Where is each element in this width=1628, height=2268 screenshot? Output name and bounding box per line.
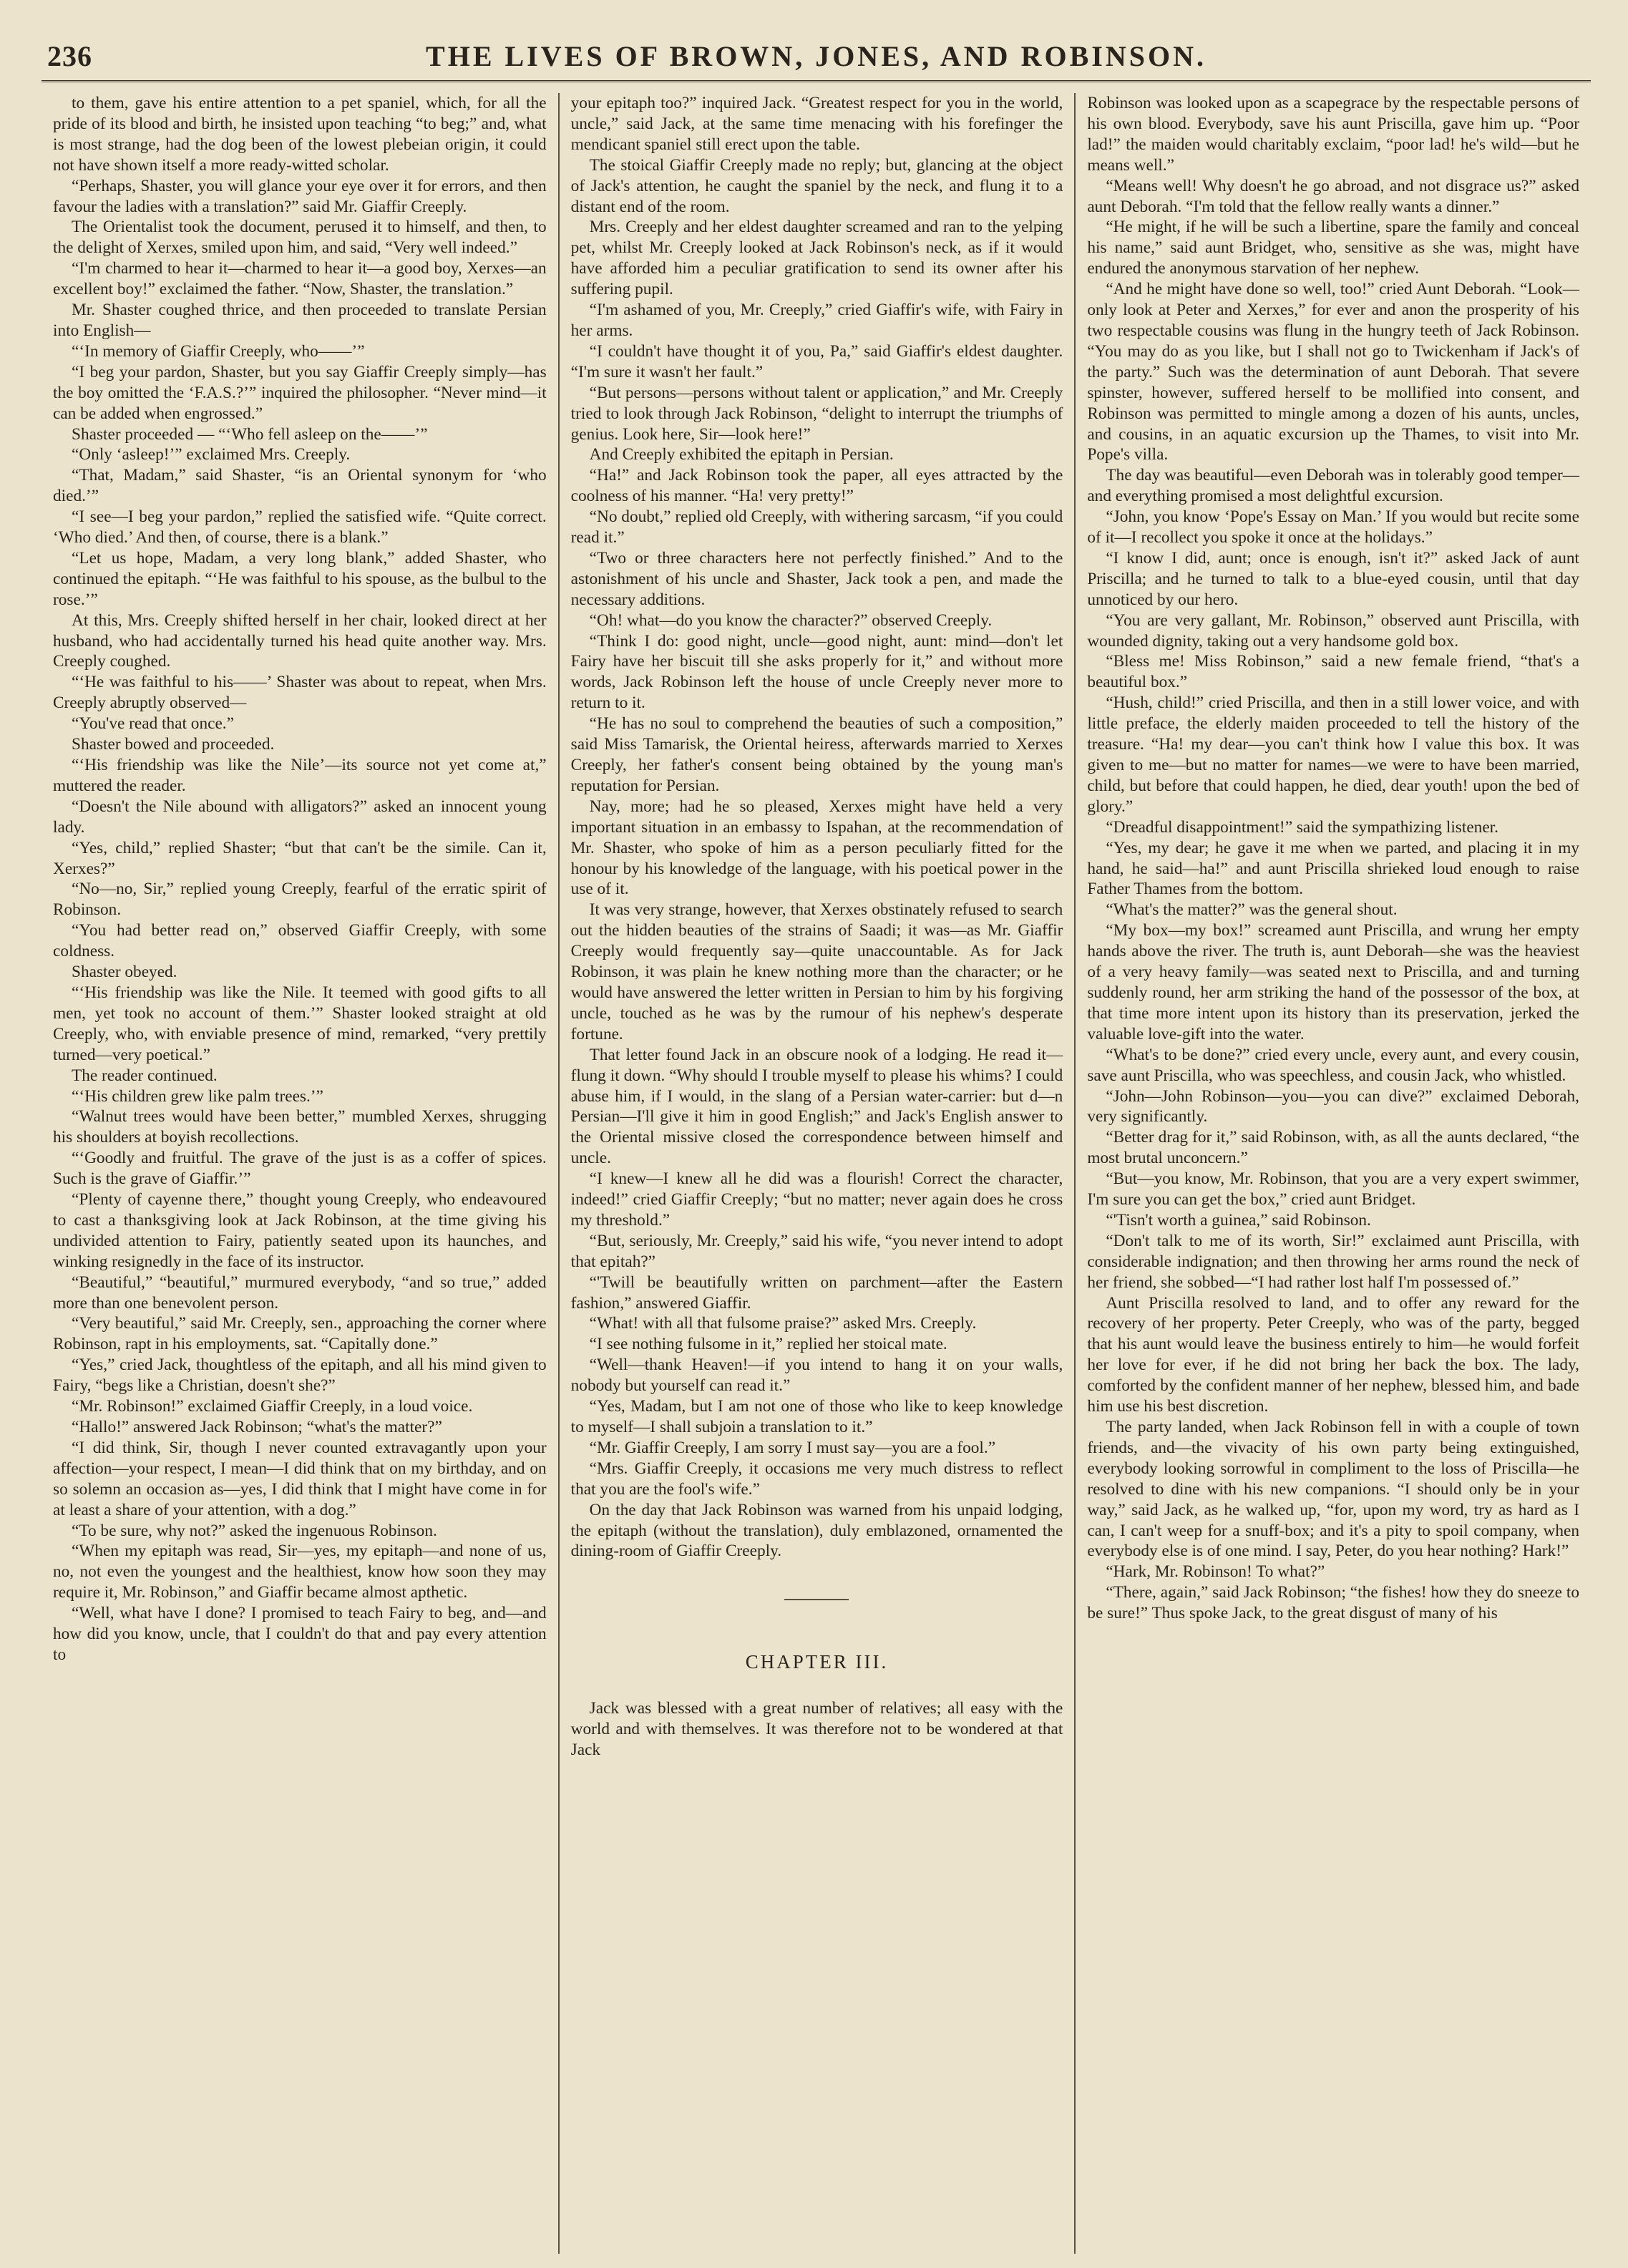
paragraph: “When my epitaph was read, Sir—yes, my epitaph—and none of us, no, not even the youngest and the healthiest, know how soon they may require it, Mr. Robinson,” and Giaffir became almost apthetic. <box>53 1542 547 1602</box>
chapter-title: CHAPTER III. <box>745 1651 889 1673</box>
paragraph: “John—John Robinson—you—you can dive?” exclaimed Deborah, very significantly. <box>1087 1086 1579 1126</box>
paragraph: “You had better read on,” observed Giaffir Creeply, with some coldness. <box>53 921 547 961</box>
paragraph: “Mrs. Giaffir Creeply, it occasions me very much distress to reflect that you are the fool's wife.” <box>570 1459 1063 1499</box>
paragraph: The day was beautiful—even Deborah was in tolerably good temper—and everything promised a most delightful excursion. <box>1087 466 1579 506</box>
paragraph: “Yes, child,” replied Shaster; “but that can't be the simile. Can it, Xerxes?” <box>53 838 547 878</box>
paragraph: Nay, more; had he so pleased, Xerxes might have held a very important situation in an embassy to Ispahan, at the recommendation of Mr. Shaster, who spoke of him as a person peculiarly fitted for the honour by his knowledge of the language, with his poetical power in the use of it. <box>570 797 1063 899</box>
paragraph: “I see nothing fulsome in it,” replied her stoical mate. <box>589 1335 947 1354</box>
page-number: 236 <box>47 40 92 72</box>
paragraph: “I couldn't have thought it of you, Pa,” said Giaffir's eldest daughter. “I'm sure it wasn't her fault.” <box>570 341 1063 381</box>
paragraph: “Think I do: good night, uncle—good night, aunt: mind—don't let Fairy have her biscuit till she asks properly for it,” and without more words, Jack Robinson left the house of uncle Creeply never more to return to it. <box>570 631 1063 713</box>
paragraph: “That, Madam,” said Shaster, “is an Oriental synonym for ‘who died.’” <box>53 466 547 506</box>
paragraph: The Orientalist took the document, perused it to himself, and then, to the delight of Xerxes, smiled upon him, and said, “Very well indeed.” <box>53 218 547 258</box>
paragraph: “Don't talk to me of its worth, Sir!” exclaimed aunt Priscilla, with considerable indignation; and then throwing her arms round the neck of her friend, she sobbed—“I had rather lost half I'm possessed of.” <box>1087 1231 1579 1292</box>
paragraph: “He has no soul to comprehend the beauties of such a composition,” said Miss Tamarisk, the Oriental heiress, afterwards married to Xerxes Creeply, her father's consent being obtained by the young man's reputation for Persian. <box>570 714 1063 795</box>
paragraph: “My box—my box!” screamed aunt Priscilla, and wrung her empty hands above the river. The truth is, aunt Deborah—she was the heaviest of a very heavy family—was seated next to Priscilla, and and turning suddenly round, her arm striking the hand of the possessor of the box, at that time more intent upon its history than its preservation, jerked the valuable love-gift into the water. <box>1087 921 1579 1043</box>
paragraph: The party landed, when Jack Robinson fell in with a couple of town friends, and—the vivacity of his own party being extinguished, everybody looking sorrowful in compliment to the loss of Priscilla—he resolved to dine with his new companions. “I should only be in your way,” said Jack, as he walked up, “for, upon my word, try as hard as I can, I can't weep for a snuff-box; and it's a pity to spoil company, when everybody else is of one mind. I say, Peter, do you hear nothing? Hark!” <box>1087 1418 1579 1561</box>
paragraph: “But, seriously, Mr. Creeply,” said his wife, “you never intend to adopt that epitah?” <box>570 1231 1063 1271</box>
paragraph: “I see—I beg your pardon,” replied the satisfied wife. “Quite correct. ‘Who died.’ And then, of course, there is a blank.” <box>53 507 547 547</box>
paragraph: “And he might have done so well, too!” cried Aunt Deborah. “Look—only look at Peter and Xerxes,” for ever and anon the prosperity of his two respectable cousins was flung in the hungry teeth of Jack Robinson. “You may do as you like, but I shall not go to Twickenham if Jack's of the party.” Such was the determination of aunt Deborah. That severe spinster, however, suffered herself to be mollified into consent, and Robinson was permitted to mingle among a dozen of his aunts, uncles, and cousins, in an aquatic excursion up the Thames, to visit into Mr. Pope's villa. <box>1087 280 1579 464</box>
paragraph: “Bless me! Miss Robinson,” said a new female friend, “that's a beautiful box.” <box>1087 652 1579 692</box>
running-header <box>42 29 1591 82</box>
paragraph: “Dreadful disappointment!” said the sympathizing listener. <box>1106 817 1498 837</box>
paragraph: The reader continued. <box>72 1066 218 1085</box>
paragraph: “Oh! what—do you know the character?” observed Creeply. <box>589 610 993 630</box>
paragraph: “You are very gallant, Mr. Robinson,” observed aunt Priscilla, with wounded dignity, taking out a very handsome gold box. <box>1087 610 1579 651</box>
paragraph: “I beg your pardon, Shaster, but you say Giaffir Creeply simply—has the boy omitted the ‘F.A.S.?’” inquired the philosopher. “Never mind—it can be added when engrossed.” <box>53 362 547 423</box>
paragraph: “No doubt,” replied old Creeply, with withering sarcasm, “if you could read it.” <box>570 507 1063 547</box>
paragraph: “But persons—persons without talent or application,” and Mr. Creeply tried to look through Jack Robinson, “delight to interrupt the triumphs of genius. Look here, Sir—look here!” <box>570 383 1063 444</box>
paragraph: And Creeply exhibited the epitaph in Persian. <box>589 445 894 464</box>
paragraph: “Doesn't the Nile abound with alligators?” asked an innocent young lady. <box>53 797 547 837</box>
paragraph: “What's the matter?” was the general shout. <box>1106 900 1398 920</box>
paragraph: “Yes, Madam, but I am not one of those who like to keep knowledge to myself—I shall subjoin a translation to it.” <box>570 1397 1063 1436</box>
paragraph: “There, again,” said Jack Robinson; “the fishes! how they do sneeze to be sure!” Thus spoke Jack, to the great disgust of many of his <box>1087 1583 1579 1623</box>
paragraph: “Hark, Mr. Robinson! To what?” <box>1106 1562 1325 1582</box>
paragraph: “I know I did, aunt; once is enough, isn't it?” asked Jack of aunt Priscilla; and he turned to talk to a blue-eyed cousin, until that day unnoticed by our hero. <box>1087 548 1579 609</box>
paragraph: “'Twill be beautifully written on parchment—after the Eastern fashion,” answered Giaffir. <box>570 1272 1063 1313</box>
paragraph: “‘His children grew like palm trees.’” <box>72 1086 323 1106</box>
paragraph: “‘His friendship was like the Nile’—its source not yet come at,” muttered the reader. <box>53 756 547 795</box>
paragraph: Shaster proceeded — “‘Who fell asleep on the——’” <box>72 424 428 444</box>
paragraph: That letter found Jack in an obscure nook of a lodging. He read it—flung it down. “Why should I trouble myself to please his whims? I could abuse him, if I would, in the slang of a Persian water-carrier: but d—n Persian—I'll give it him in good English;” and Jack's English answer to the Oriental missive closed the correspondence between himself and uncle. <box>570 1045 1063 1168</box>
paragraph: “I did think, Sir, though I never counted extravagantly upon your affection—your respect, I mean—I did think that on my birthday, and on so solemn an occasion as—yes, I did think that I might have come in for at least a share of your attention, with a dog.” <box>53 1438 547 1519</box>
text-columns <box>42 93 1591 2254</box>
paragraph: “I knew—I knew all he did was a flourish! Correct the character, indeed!” cried Giaffir Creeply; “but no matter; never again does he cross my threshold.” <box>570 1169 1063 1230</box>
paragraph: “Well, what have I done? I promised to teach Fairy to beg, and—and how did you know, uncle, that I couldn't do that and pay every attention to <box>53 1604 547 1664</box>
paragraph: “‘Goodly and fruitful. The grave of the just is as a coffer of spices. Such is the grave of Giaffir.’” <box>53 1149 547 1189</box>
column-middle <box>558 93 1075 2254</box>
paragraph: “No—no, Sir,” replied young Creeply, fearful of the erratic spirit of Robinson. <box>53 880 547 920</box>
column-middle-body <box>571 93 1063 1562</box>
paragraph: “Two or three characters here not perfectly finished.” And to the astonishment of his uncle and Shaster, Jack took a pen, and made the necessary additions. <box>570 548 1063 609</box>
paragraph: “Yes,” cried Jack, thoughtless of the epitaph, and all his mind given to Fairy, “begs like a Christian, doesn't she?” <box>53 1356 547 1396</box>
paragraph: “Beautiful,” “beautiful,” murmured everybody, “and so true,” added more than one benevolent person. <box>53 1272 547 1313</box>
paragraph: your epitaph too?” inquired Jack. “Greatest respect for you in the world, uncle,” said Jack, at the same time menacing with his forefinger the mendicant spaniel still erect upon the table. <box>570 94 1063 154</box>
paragraph: “Hush, child!” cried Priscilla, and then in a still lower voice, and with little preface, the elderly maiden proceeded to tell the history of the treasure. “Ha! my dear—you can't think how I value this box. It was given to me—but no matter for names—we were to have been married, child, but before that could happen, he died, dear youth! upon the bed of glory.” <box>1087 693 1579 816</box>
paragraph: “To be sure, why not?” asked the ingenuous Robinson. <box>72 1521 437 1540</box>
paragraph: Robinson was looked upon as a scapegrace by the respectable persons of his own blood. Everybody, save his aunt Priscilla, gave him up. “Poor lad!” the maiden would charitably exclaim, “poor lad! he's wild—but he means well.” <box>1087 94 1579 175</box>
paragraph: to them, gave his entire attention to a pet spaniel, which, for all the pride of its blood and birth, he insisted upon teaching “to beg;” and, what is most strange, had the dog been of the lowest plebeian origin, it could not have shown itself a more ready-witted scholar. <box>53 94 547 175</box>
paragraph: “Walnut trees would have been better,” mumbled Xerxes, shrugging his shoulders at boyish recollections. <box>53 1107 547 1147</box>
column-left <box>42 93 558 2254</box>
paragraph: “What's to be done?” cried every uncle, every aunt, and every cousin, save aunt Priscilla, who was speechless, and cousin Jack, who whistled. <box>1087 1045 1579 1085</box>
paragraph: “Well—thank Heaven!—if you intend to hang it on your walls, nobody but yourself can read it.” <box>570 1356 1063 1396</box>
paragraph: “Plenty of cayenne there,” thought young Creeply, who endeavoured to cast a thanksgiving look at Jack Robinson, at the time giving his undivided attention to Fairy, patiently seated upon its haunches, and winking resignedly in the face of its instructor. <box>53 1190 547 1271</box>
paragraph: “Mr. Giaffir Creeply, I am sorry I must say—you are a fool.” <box>589 1438 996 1457</box>
paragraph: Mr. Shaster coughed thrice, and then proceeded to translate Persian into English— <box>53 301 547 340</box>
paragraph: “Perhaps, Shaster, you will glance your eye over it for errors, and then favour the ladies with a translation?” said Mr. Giaffir Creeply. <box>53 176 547 216</box>
paragraph: Mrs. Creeply and her eldest daughter screamed and ran to the yelping pet, whilst Mr. Creeply looked at Jack Robinson's neck, as if it would have afforded him a peculiar gratification to send its owner after his suffering pupil. <box>570 218 1063 299</box>
paragraph: “Very beautiful,” said Mr. Creeply, sen., approaching the corner where Robinson, rapt in his employments, sat. “Capitally done.” <box>53 1314 547 1354</box>
paragraph: “Only ‘asleep!’” exclaimed Mrs. Creeply. <box>72 445 351 464</box>
paragraph: “Yes, my dear; he gave it me when we parted, and placing it in my hand, he said—ha!” and aunt Priscilla shrieked loud enough to raise Father Thames from the bottom. <box>1087 838 1579 899</box>
paragraph: “Ha!” and Jack Robinson took the paper, all eyes attracted by the coolness of his manner. “Ha! very pretty!” <box>570 466 1063 506</box>
paragraph: “‘In memory of Giaffir Creeply, who——’” <box>72 341 365 361</box>
paragraph: At this, Mrs. Creeply shifted herself in her chair, looked direct at her husband, who had accidentally turned his head quite another way. Mrs. Creeply coughed. <box>53 610 547 671</box>
paragraph: “‘His friendship was like the Nile. It teemed with good gifts to all men, yet took no account of them.’” Shaster looked straight at old Creeply, who, with enviable presence of mind, remarked, “very prettily turned—very poetical.” <box>53 983 547 1064</box>
paragraph: It was very strange, however, that Xerxes obstinately refused to search out the hidden beauties of the strains of Saadi; it was—as Mr. Giaffir Creeply would frequently say—quite unaccountable. As for Jack Robinson, it was plain he knew nothing more than the character; or he would have answered the letter written in Persian to him by his forgiving uncle, touched as he was by the rumour of his nephew's desperate fortune. <box>570 900 1063 1043</box>
paragraph: “You've read that once.” <box>72 714 234 734</box>
paragraph: “Means well! Why doesn't he go abroad, and not disgrace us?” asked aunt Deborah. “I'm told that the fellow really wants a dinner.” <box>1087 176 1579 216</box>
paragraph: “'Tisn't worth a guinea,” said Robinson. <box>1106 1210 1371 1230</box>
running-title: THE LIVES OF BROWN, JONES, AND ROBINSON. <box>426 40 1207 72</box>
paragraph: “But—you know, Mr. Robinson, that you are a very expert swimmer, I'm sure you can get the box,” cried aunt Bridget. <box>1087 1169 1579 1210</box>
paragraph: On the day that Jack Robinson was warned from his unpaid lodging, the epitaph (without the translation), duly emblazoned, ornamented the dining-room of Giaffir Creeply. <box>570 1500 1063 1561</box>
paragraph: Aunt Priscilla resolved to land, and to offer any reward for the recovery of her property. Peter Creeply, who was of the party, begged that his aunt would leave the business entirely to him—he would forfeit her love for ever, if he did not bring her back the box. The lady, comforted by the confident manner of her nephew, blessed him, and bade him use his best discretion. <box>1087 1293 1579 1416</box>
paragraph: “Let us hope, Madam, a very long blank,” added Shaster, who continued the epitaph. “‘He was faithful to his spouse, as the bulbul to the rose.’” <box>53 548 547 609</box>
paragraph: “He might, if he will be such a libertine, spare the family and conceal his name,” said aunt Bridget, who, sensitive as she was, might have endured the anonymous starvation of her nephew. <box>1087 218 1579 278</box>
paragraph: “I'm ashamed of you, Mr. Creeply,” cried Giaffir's wife, with Fairy in her arms. <box>570 301 1063 340</box>
paragraph: The stoical Giaffir Creeply made no reply; but, glancing at the object of Jack's attention, he caught the spaniel by the neck, and flung it to a distant end of the room. <box>570 155 1063 216</box>
paragraph: “John, you know ‘Pope's Essay on Man.’ If you would but recite some of it—I recollect you spoke it once at the holidays.” <box>1087 507 1579 547</box>
paragraph: Shaster obeyed. <box>72 963 177 982</box>
paragraph: “Hallo!” answered Jack Robinson; “what's the matter?” <box>72 1418 442 1436</box>
chapter-first-paragraph: Jack was blessed with a great number of relatives; all easy with the world and with themselves. It was therefore not to be wondered at that Jack <box>570 1699 1063 1760</box>
paragraph: “Better drag for it,” said Robinson, with, as all the aunts declared, “the most brutal unconcern.” <box>1087 1128 1579 1168</box>
paragraph: “I'm charmed to hear it—charmed to hear it—a good boy, Xerxes—an excellent boy!” exclaimed the father. “Now, Shaster, the translation.” <box>53 259 547 299</box>
paragraph: “Mr. Robinson!” exclaimed Giaffir Creeply, in a loud voice. <box>72 1397 473 1416</box>
column-right <box>1074 93 1591 2254</box>
paragraph: “‘He was faithful to his——’ Shaster was about to repeat, when Mrs. Creeply abruptly observed— <box>53 673 547 713</box>
chapter-divider <box>784 1599 849 1600</box>
paragraph: “What! with all that fulsome praise?” asked Mrs. Creeply. <box>589 1314 977 1333</box>
paragraph: Shaster bowed and proceeded. <box>72 735 275 754</box>
